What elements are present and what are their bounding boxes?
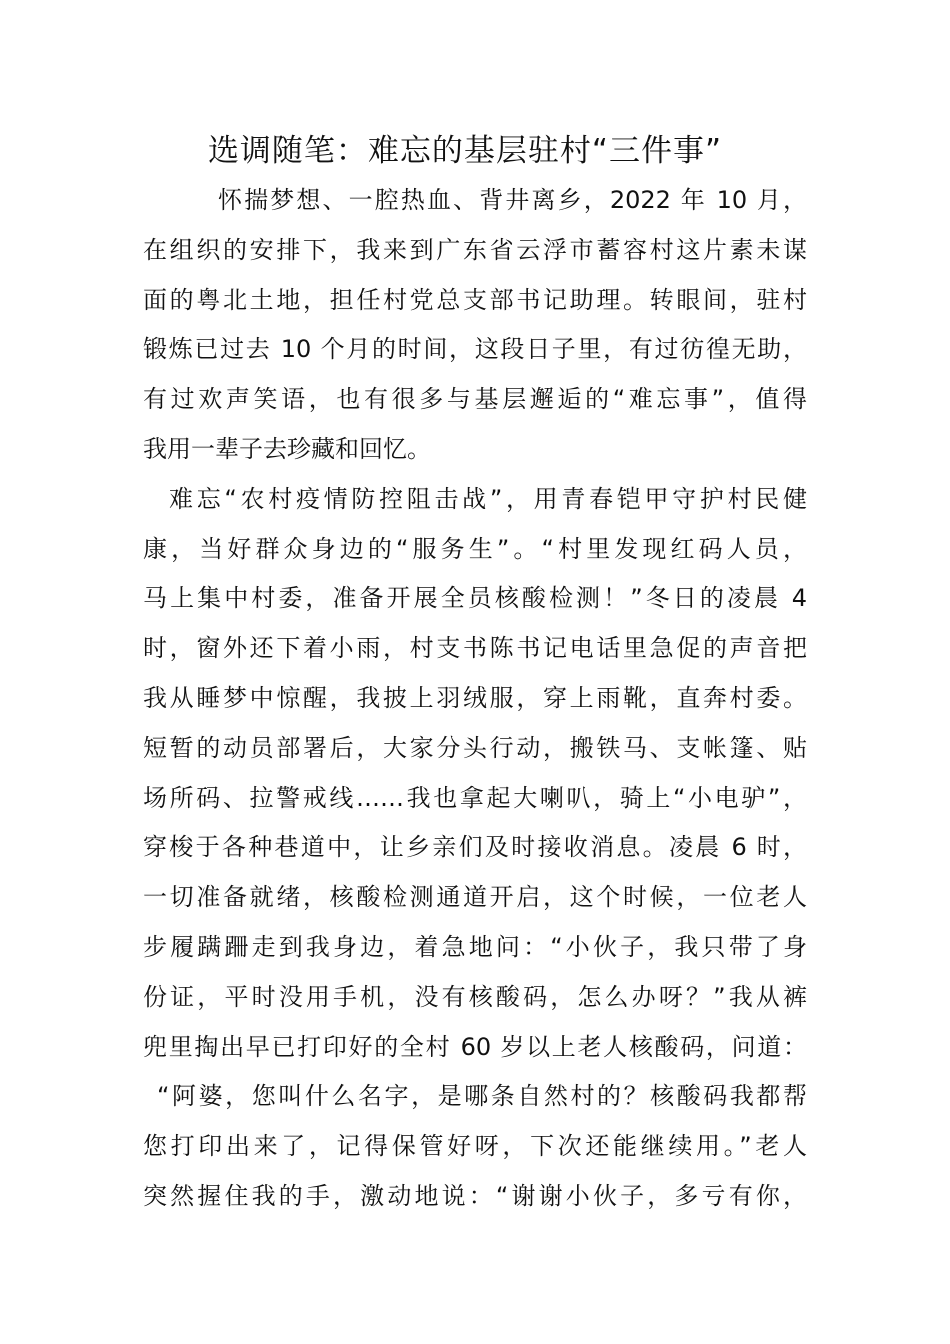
text-line: 怀揣梦想、一腔热血、背井离乡，2022 年 10 月， xyxy=(218,186,807,214)
text-line: 场所码、拉警戒线……我也拿起大喇叭，骑上“小电驴”， xyxy=(143,783,807,812)
text-line: 穿梭于各种巷道中，让乡亲们及时接收消息。凌晨 6 时， xyxy=(143,833,807,862)
text-line: 有过欢声笑语，也有很多与基层邂逅的“难忘事”，值得 xyxy=(143,385,807,414)
text-line: 在组织的安排下，我来到广东省云浮市蓄容村这片素未谋 xyxy=(143,235,807,264)
text-line: 面的粤北土地，担任村党总支部书记助理。转眼间，驻村 xyxy=(143,285,807,314)
text-line: 突然握住我的手，激动地说：“谢谢小伙子，多亏有你， xyxy=(143,1181,807,1210)
document-body xyxy=(143,176,807,1222)
text-line: “阿婆，您叫什么名字，是哪条自然村的？核酸码我都帮 xyxy=(157,1082,807,1111)
text-line: 我用一辈子去珍藏和回忆。 xyxy=(143,434,431,463)
text-line: 份证，平时没用手机，没有核酸码，怎么办呀？”我从裤 xyxy=(143,982,807,1011)
text-line: 我从睡梦中惊醒，我披上羽绒服，穿上雨靴，直奔村委。 xyxy=(143,683,807,712)
text-line: 短暂的动员部署后，大家分头行动，搬铁马、支帐篷、贴 xyxy=(143,733,807,762)
text-line: 康，当好群众身边的“服务生”。“村里发现红码人员， xyxy=(143,534,807,563)
text-line: 兜里掏出早已打印好的全村 60 岁以上老人核酸码，问道： xyxy=(143,1032,807,1061)
text-line: 您打印出来了，记得保管好呀，下次还能继续用。”老人 xyxy=(143,1132,807,1161)
text-line: 时，窗外还下着小雨，村支书陈书记电话里急促的声音把 xyxy=(143,634,807,663)
text-line: 一切准备就绪，核酸检测通道开启，这个时候，一位老人 xyxy=(143,883,807,912)
text-line: 马上集中村委，准备开展全员核酸检测！”冬日的凌晨 4 xyxy=(143,584,807,613)
document-title: 选调随笔：难忘的基层驻村“三件事” xyxy=(207,133,723,169)
text-line: 难忘“农村疫情防控阻击战”，用青春铠甲守护村民健 xyxy=(169,484,807,513)
text-line: 锻炼已过去 10 个月的时间，这段日子里，有过彷徨无助， xyxy=(143,335,807,364)
text-line: 步履蹒跚走到我身边，着急地问：“小伙子，我只带了身 xyxy=(143,932,807,961)
